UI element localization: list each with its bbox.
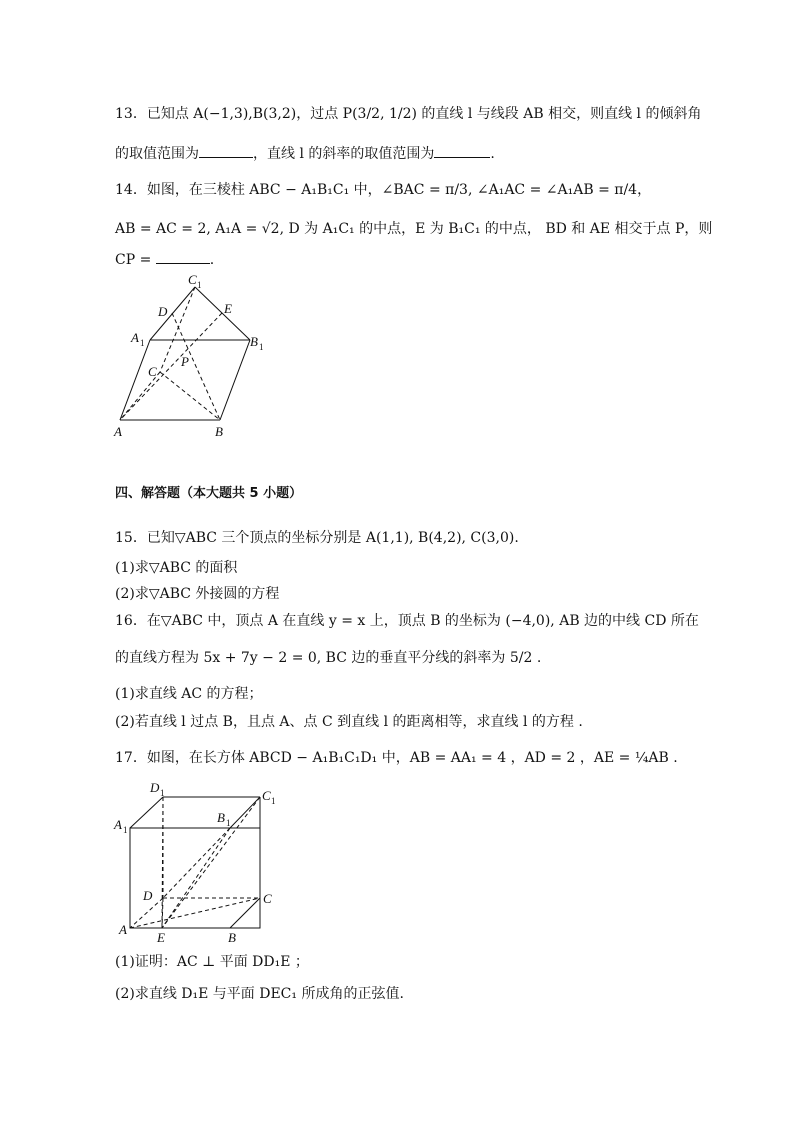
- q13-line1: 13．已知点 A(−1,3),B(3,2)，过点 P(3/2, 1/2) 的直线 l 与线段 AB 相交，则直线 l 的倾斜角: [115, 106, 702, 122]
- label-b: B: [215, 424, 223, 439]
- q15-part2: (2)求▽ABC 外接圆的方程: [115, 586, 280, 602]
- label-a1b-sub: 1: [123, 825, 128, 835]
- q14-line2: AB = AC = 2, A₁A = √2, D 为 A₁C₁ 的中点，E 为 B₁C₁ 的中点， BD 和 AE 相交于点 P，则: [115, 221, 713, 237]
- label-e: E: [224, 301, 232, 316]
- label-d1: D: [150, 780, 160, 795]
- q14-cp-label: CP =: [115, 252, 152, 268]
- label-db: D: [143, 888, 153, 903]
- label-d: D: [158, 304, 168, 319]
- q14-line1: 14．如图，在三棱柱 ABC − A₁B₁C₁ 中，∠BAC = π/3, ∠A₁AC = ∠A₁AB = π/4，: [115, 182, 652, 198]
- q17-part1: (1)证明：AC ⊥ 平面 DD₁E ；: [115, 954, 309, 970]
- label-b1: B: [250, 334, 258, 349]
- label-c1b: C: [262, 788, 271, 803]
- q17-part2: (2)求直线 D₁E 与平面 DEC₁ 所成角的正弦值.: [115, 986, 404, 1002]
- q16-line1: 16．在▽ABC 中，顶点 A 在直线 y = x 上，顶点 B 的坐标为 (−4,0), AB 边的中线 CD 所在: [115, 613, 699, 629]
- section-heading: 四、解答题（本大题共 5 小题）: [115, 486, 303, 501]
- q15-line1: 15．已知▽ABC 三个顶点的坐标分别是 A(1,1), B(4,2), C(3,0).: [115, 530, 519, 546]
- q17-line1: 17．如图，在长方体 ABCD − A₁B₁C₁D₁ 中，AB = AA₁ = 4 ，AD = 2 ，AE = ¼AB .: [115, 750, 678, 766]
- q15-part1: (1)求▽ABC 的面积: [115, 560, 238, 576]
- label-eb: E: [157, 930, 165, 945]
- label-a1b: A: [114, 817, 122, 832]
- label-c1-sub: 1: [197, 280, 202, 290]
- label-d1-sub: 1: [160, 788, 165, 798]
- q16-part1: (1)求直线 AC 的方程；: [115, 686, 263, 702]
- label-b1b: B: [217, 810, 225, 825]
- label-p: P: [181, 354, 189, 369]
- label-b1-sub: 1: [259, 342, 264, 352]
- label-a: A: [114, 424, 122, 439]
- q16-line2: 的直线方程为 5x + 7y − 2 = 0, BC 边的垂直平分线的斜率为 5/2 .: [115, 650, 542, 666]
- label-c: C: [148, 364, 157, 379]
- q16-part2: (2)若直线 l 过点 B，且点 A、点 C 到直线 l 的距离相等，求直线 l 的方程 .: [115, 714, 583, 730]
- q14-period: .: [209, 252, 215, 268]
- q13-text-b: ，直线 l 的斜率的取值范围为: [253, 146, 435, 162]
- label-bb: B: [228, 930, 236, 945]
- q13-period: .: [490, 146, 495, 162]
- label-a1-sub: 1: [140, 338, 145, 348]
- label-cb: C: [263, 891, 272, 906]
- label-a1: A: [131, 330, 139, 345]
- label-c1: C: [188, 272, 197, 287]
- label-b1b-sub: 1: [226, 818, 231, 828]
- label-c1b-sub: 1: [271, 796, 276, 806]
- q13-text-a: 的取值范围为: [115, 146, 199, 162]
- label-ab: A: [119, 922, 127, 937]
